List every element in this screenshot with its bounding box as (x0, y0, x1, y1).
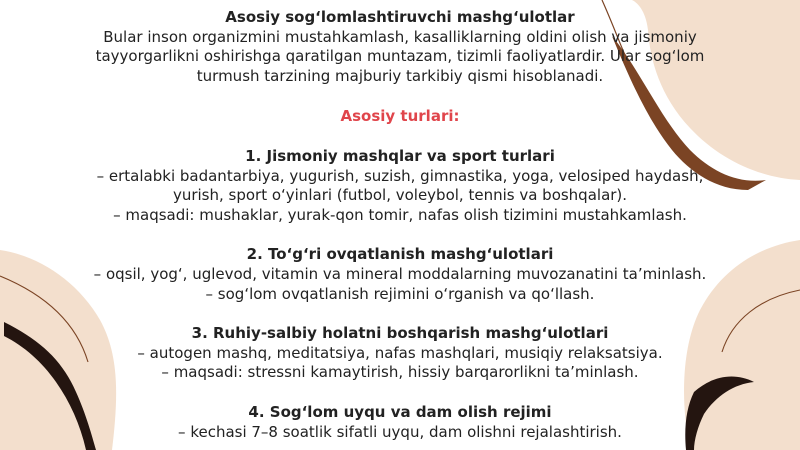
section-line: – oqsil, yog‘, uglevod, vitamin va mineral moddalarning muvozanatini ta’minlash. (93, 264, 707, 283)
section-line: – kechasi 7–8 soatlik sifatli uyqu, dam olishni rejalashtirish. (178, 422, 622, 441)
intro-line: tayyorgarlikni oshirishga qaratilgan muntazam, tizimli faoliyatlardir. Ular sog‘lom (95, 47, 705, 66)
section-title: 2. To‘g‘ri ovqatlanish mashg‘ulotlari (246, 245, 554, 264)
section-line: – autogen mashq, meditatsiya, nafas mashqlari, musiqiy relaksatsiya. (137, 343, 663, 362)
intro-line: Bular inson organizmini mustahkamlash, kasalliklarning oldini olish va jismoniy (103, 27, 697, 46)
section-line: – maqsadi: stressni kamaytirish, hissiy barqarorlikni ta’minlash. (161, 363, 639, 382)
sections-list (0, 147, 800, 442)
section-title: 4. Sog‘lom uyqu va dam olish rejimi (248, 402, 552, 421)
document-title: Asosiy sog‘lomlashtiruvchi mashg‘ulotlar (225, 8, 575, 26)
section-line: – ertalabki badantarbiya, yugurish, suzish, gimnastika, yoga, velosiped haydash, (96, 166, 704, 185)
types-heading: Asosiy turlari: (340, 107, 460, 126)
intro-paragraph (0, 28, 800, 87)
section-title: 3. Ruhiy-salbiy holatni boshqarish mashg‘ulotlari (191, 324, 609, 343)
section-line: – maqsadi: mushaklar, yurak-qon tomir, nafas olish tizimini mustahkamlash. (113, 205, 687, 224)
section-line: yurish, sport o‘yinlari (futbol, voleybol, tennis va boshqalar). (172, 186, 628, 205)
intro-line: turmush tarzining majburiy tarkibiy qismi hisoblanadi. (196, 66, 604, 85)
section-line: – sog‘lom ovqatlanish rejimini o‘rganish va qo‘llash. (205, 284, 595, 303)
section-title: 1. Jismoniy mashqlar va sport turlari (245, 146, 555, 165)
section-physical-exercise (0, 147, 800, 225)
section-mental-health (0, 324, 800, 383)
section-nutrition (0, 245, 800, 304)
section-sleep-rest (0, 403, 800, 442)
